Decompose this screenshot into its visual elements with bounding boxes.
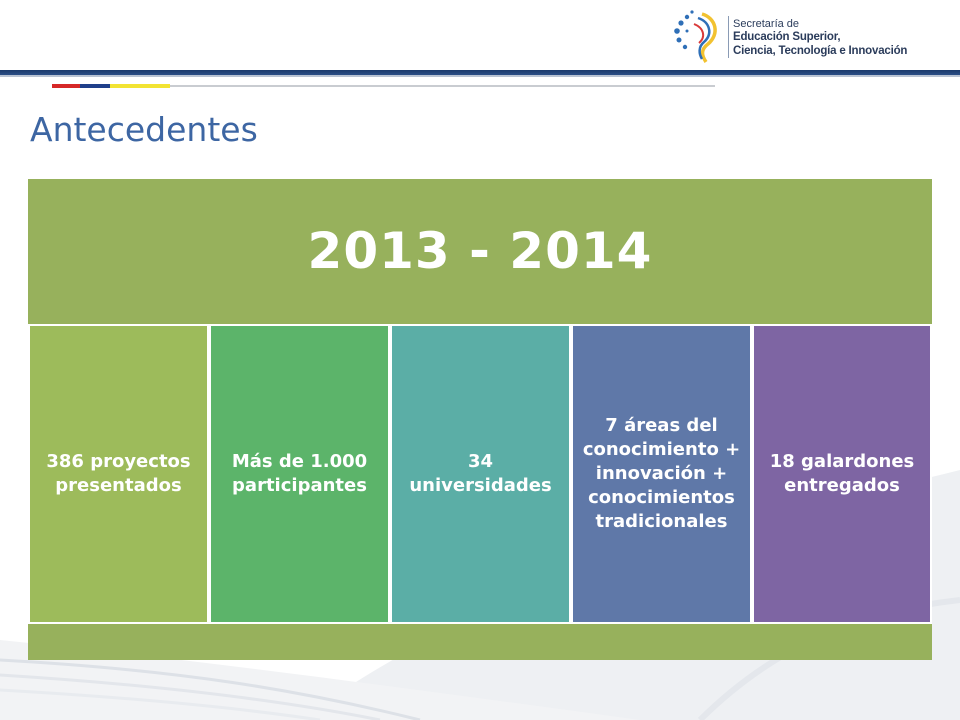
stat-card-participants [209,324,390,624]
logo-line-3: Ciencia, Tecnología e Innovación [733,45,908,57]
institution-logo [672,4,932,66]
stat-card-areas [571,324,752,624]
stats-row [28,324,932,624]
stat-card-label: 18 galardones entregados [769,451,915,496]
flag-stripe-yellow [110,84,170,88]
header-bar-shadow [0,75,960,77]
logo-line-1: Secretaría de [733,18,800,30]
stat-card-label: 34 universidades [409,451,552,496]
period-heading: 2013 - 2014 [307,221,653,280]
title-rule [170,85,715,87]
stat-card-projects [28,324,209,624]
institution-logo-icon [672,4,724,66]
flag-stripe-blue [80,84,110,88]
page-title: Antecedentes [30,110,258,149]
stat-card-universities [390,324,571,624]
stat-card-label: 386 proyectos presentados [46,451,191,496]
logo-line-2: Educación Superior, [733,31,841,43]
timeline-panel [28,179,932,660]
stat-card-awards [752,324,932,624]
logo-divider [728,16,729,58]
flag-stripe-red [52,84,80,88]
stat-card-label: 7 áreas del conocimiento + innovación + conocimientos tradicionales [582,415,741,532]
logo-text [733,18,907,58]
stat-card-label: Más de 1.000 participantes [231,451,368,496]
